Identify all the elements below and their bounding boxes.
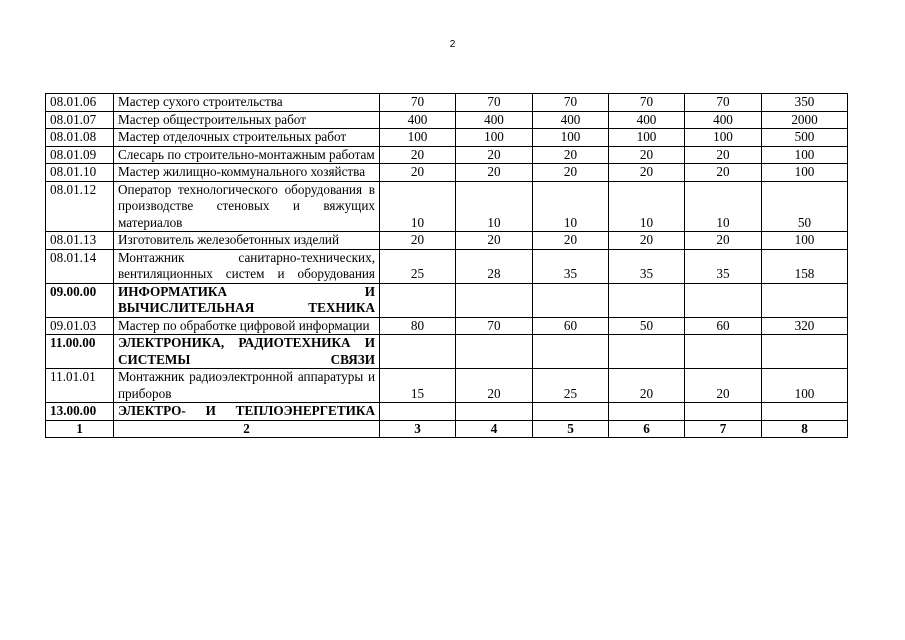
value-cell: 20 xyxy=(685,164,762,182)
value-cell xyxy=(456,403,533,421)
value-cell: 80 xyxy=(380,317,456,335)
value-cell: 20 xyxy=(533,232,609,250)
value-cell: 400 xyxy=(609,111,685,129)
value-cell: 35 xyxy=(533,249,609,283)
section-row xyxy=(46,335,848,369)
column-number: 7 xyxy=(685,420,762,438)
value-cell xyxy=(609,283,685,317)
value-cell: 20 xyxy=(380,146,456,164)
value-cell xyxy=(762,403,848,421)
value-cell: 28 xyxy=(456,249,533,283)
row-name: Мастер жилищно-коммунального хозяйства xyxy=(114,164,380,182)
row-code: 08.01.14 xyxy=(46,249,114,283)
section-title: ИНФОРМАТИКА И ВЫЧИСЛИТЕЛЬНАЯ ТЕХНИКА xyxy=(114,283,380,317)
section-code: 13.00.00 xyxy=(46,403,114,421)
table-row xyxy=(46,146,848,164)
value-cell xyxy=(533,403,609,421)
value-cell: 20 xyxy=(609,146,685,164)
value-cell: 100 xyxy=(762,164,848,182)
table-row xyxy=(46,232,848,250)
row-name: Мастер отделочных строительных работ xyxy=(114,129,380,147)
row-name: Слесарь по строительно-монтажным работам xyxy=(114,146,380,164)
row-name: Мастер сухого строительства xyxy=(114,94,380,112)
value-cell: 20 xyxy=(685,369,762,403)
row-name: Мастер по обработке цифровой информации xyxy=(114,317,380,335)
value-cell xyxy=(762,335,848,369)
row-name: Мастер общестроительных работ xyxy=(114,111,380,129)
value-cell xyxy=(456,335,533,369)
value-cell: 20 xyxy=(533,164,609,182)
row-code: 08.01.10 xyxy=(46,164,114,182)
value-cell: 60 xyxy=(685,317,762,335)
row-code: 09.01.03 xyxy=(46,317,114,335)
section-title: ЭЛЕКТРОНИКА, РАДИОТЕХНИКА И СИСТЕМЫ СВЯЗИ xyxy=(114,335,380,369)
section-title: ЭЛЕКТРО- И ТЕПЛОЭНЕРГЕТИКА xyxy=(114,403,380,421)
value-cell xyxy=(609,403,685,421)
value-cell xyxy=(380,335,456,369)
value-cell: 35 xyxy=(685,249,762,283)
value-cell: 400 xyxy=(533,111,609,129)
section-row xyxy=(46,403,848,421)
row-name: Оператор технологического оборудования в производстве стеновых и вяжущих материалов xyxy=(114,181,380,232)
value-cell: 50 xyxy=(609,317,685,335)
value-cell: 10 xyxy=(685,181,762,232)
table-row xyxy=(46,129,848,147)
value-cell xyxy=(762,283,848,317)
column-number: 2 xyxy=(114,420,380,438)
value-cell xyxy=(533,335,609,369)
table-row xyxy=(46,181,848,232)
value-cell: 20 xyxy=(380,232,456,250)
table-body xyxy=(46,94,848,421)
page-number: 2 xyxy=(449,39,456,50)
value-cell: 100 xyxy=(456,129,533,147)
column-number: 1 xyxy=(46,420,114,438)
value-cell: 70 xyxy=(609,94,685,112)
value-cell: 100 xyxy=(762,369,848,403)
value-cell: 20 xyxy=(456,146,533,164)
value-cell: 10 xyxy=(380,181,456,232)
column-number: 4 xyxy=(456,420,533,438)
value-cell: 20 xyxy=(456,369,533,403)
value-cell: 35 xyxy=(609,249,685,283)
value-cell: 100 xyxy=(762,146,848,164)
row-code: 08.01.08 xyxy=(46,129,114,147)
value-cell: 50 xyxy=(762,181,848,232)
value-cell xyxy=(533,283,609,317)
row-name: Монтажник радиоэлектронной аппаратуры и приборов xyxy=(114,369,380,403)
row-code: 11.01.01 xyxy=(46,369,114,403)
value-cell: 20 xyxy=(609,369,685,403)
value-cell: 70 xyxy=(456,317,533,335)
value-cell: 60 xyxy=(533,317,609,335)
column-number-row xyxy=(46,420,848,438)
table-row xyxy=(46,249,848,283)
value-cell: 350 xyxy=(762,94,848,112)
row-code: 08.01.09 xyxy=(46,146,114,164)
table-row xyxy=(46,369,848,403)
value-cell xyxy=(685,335,762,369)
value-cell: 70 xyxy=(380,94,456,112)
column-number: 8 xyxy=(762,420,848,438)
row-code: 08.01.12 xyxy=(46,181,114,232)
section-row xyxy=(46,283,848,317)
row-code: 08.01.06 xyxy=(46,94,114,112)
table-row xyxy=(46,94,848,112)
value-cell: 20 xyxy=(685,232,762,250)
value-cell: 20 xyxy=(456,232,533,250)
value-cell: 100 xyxy=(533,129,609,147)
value-cell: 100 xyxy=(762,232,848,250)
value-cell: 15 xyxy=(380,369,456,403)
value-cell: 70 xyxy=(533,94,609,112)
value-cell: 70 xyxy=(456,94,533,112)
value-cell: 20 xyxy=(380,164,456,182)
section-code: 11.00.00 xyxy=(46,335,114,369)
value-cell xyxy=(685,283,762,317)
value-cell: 320 xyxy=(762,317,848,335)
value-cell xyxy=(456,283,533,317)
value-cell: 20 xyxy=(609,232,685,250)
value-cell: 100 xyxy=(609,129,685,147)
value-cell: 10 xyxy=(533,181,609,232)
value-cell: 25 xyxy=(533,369,609,403)
value-cell: 400 xyxy=(380,111,456,129)
column-number: 3 xyxy=(380,420,456,438)
value-cell: 20 xyxy=(685,146,762,164)
row-name: Монтажник санитарно-технических, вентиляционных систем и оборудования xyxy=(114,249,380,283)
row-name: Изготовитель железобетонных изделий xyxy=(114,232,380,250)
section-code: 09.00.00 xyxy=(46,283,114,317)
table-row xyxy=(46,111,848,129)
value-cell: 2000 xyxy=(762,111,848,129)
table-row xyxy=(46,164,848,182)
value-cell: 70 xyxy=(685,94,762,112)
value-cell: 25 xyxy=(380,249,456,283)
value-cell: 20 xyxy=(533,146,609,164)
value-cell: 10 xyxy=(456,181,533,232)
value-cell: 20 xyxy=(609,164,685,182)
value-cell: 400 xyxy=(456,111,533,129)
value-cell: 500 xyxy=(762,129,848,147)
value-cell: 10 xyxy=(609,181,685,232)
data-table xyxy=(45,93,848,438)
value-cell: 20 xyxy=(456,164,533,182)
value-cell: 400 xyxy=(685,111,762,129)
value-cell xyxy=(609,335,685,369)
value-cell xyxy=(685,403,762,421)
row-code: 08.01.13 xyxy=(46,232,114,250)
value-cell: 158 xyxy=(762,249,848,283)
value-cell xyxy=(380,403,456,421)
table-row xyxy=(46,317,848,335)
value-cell: 100 xyxy=(685,129,762,147)
column-number: 5 xyxy=(533,420,609,438)
value-cell xyxy=(380,283,456,317)
column-number: 6 xyxy=(609,420,685,438)
row-code: 08.01.07 xyxy=(46,111,114,129)
value-cell: 100 xyxy=(380,129,456,147)
